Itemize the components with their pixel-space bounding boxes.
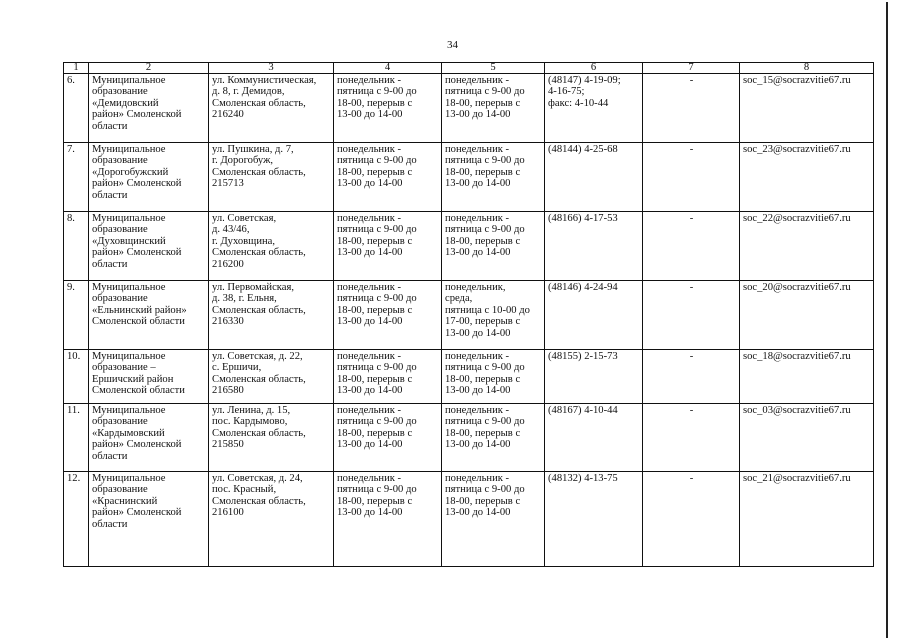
- cell-email-address: [740, 472, 874, 567]
- cell-address: [209, 212, 334, 281]
- cell-column-7-value: [643, 281, 740, 350]
- cell-row-number: [64, 143, 89, 212]
- column-7-value-text: -: [689, 144, 694, 155]
- cell-reception-hours: [442, 404, 545, 472]
- working-hours-text: понедельник - пятница с 9-00 до 18-00, перерыв с 13-00 до 14-00: [337, 351, 417, 397]
- working-hours-text: понедельник - пятница с 9-00 до 18-00, перерыв с 13-00 до 14-00: [337, 75, 417, 121]
- cell-column-7-value: [643, 74, 740, 143]
- cell-column-7-value: [643, 350, 740, 404]
- column-7-value-text: -: [689, 75, 694, 86]
- phone-number-text: (48147) 4-19-09; 4-16-75; факс: 4-10-44: [548, 75, 621, 109]
- cell-reception-hours: [442, 212, 545, 281]
- cell-column-7-value: [643, 143, 740, 212]
- reception-hours-text: понедельник - пятница с 9-00 до 18-00, перерыв с 13-00 до 14-00: [445, 351, 525, 397]
- departments-table: [63, 62, 874, 567]
- table-row: [64, 472, 874, 567]
- address-text: ул. Коммунистическая, д. 8, г. Демидов, Смоленская область, 216240: [212, 75, 317, 121]
- email-address-text: soc_22@socrazvitie67.ru: [743, 213, 851, 224]
- organization-name-text: Муниципальное образование «Краснинский район» Смоленской области: [92, 473, 182, 530]
- organization-name-text: Муниципальное образование – Ершичский район Смоленской области: [92, 351, 185, 397]
- column-header: 2: [89, 63, 209, 74]
- row-number-text: 7.: [67, 144, 75, 155]
- cell-address: [209, 350, 334, 404]
- phone-number-text: (48144) 4-25-68: [548, 144, 618, 155]
- phone-number-text: (48166) 4-17-53: [548, 213, 618, 224]
- organization-name-text: Муниципальное образование «Кардымовский район» Смоленской области: [92, 405, 182, 462]
- cell-row-number: [64, 212, 89, 281]
- cell-email-address: [740, 350, 874, 404]
- phone-number-text: (48155) 2-15-73: [548, 351, 618, 362]
- cell-reception-hours: [442, 281, 545, 350]
- email-address-text: soc_21@socrazvitie67.ru: [743, 473, 851, 484]
- organization-name-text: Муниципальное образование «Духовщинский район» Смоленской области: [92, 213, 182, 270]
- cell-address: [209, 143, 334, 212]
- working-hours-text: понедельник - пятница с 9-00 до 18-00, перерыв с 13-00 до 14-00: [337, 282, 417, 328]
- cell-email-address: [740, 404, 874, 472]
- cell-organization-name: [89, 281, 209, 350]
- cell-row-number: [64, 281, 89, 350]
- cell-organization-name: [89, 143, 209, 212]
- column-header: 3: [209, 63, 334, 74]
- phone-number-text: (48167) 4-10-44: [548, 405, 618, 416]
- table-row: [64, 212, 874, 281]
- cell-row-number: [64, 404, 89, 472]
- cell-row-number: [64, 472, 89, 567]
- cell-email-address: [740, 281, 874, 350]
- header-row: [64, 63, 874, 74]
- organization-name-text: Муниципальное образование «Ельнинский район» Смоленской области: [92, 282, 187, 328]
- table-row: [64, 74, 874, 143]
- cell-reception-hours: [442, 143, 545, 212]
- row-number-text: 8.: [67, 213, 75, 224]
- address-text: ул. Ленина, д. 15, пос. Кардымово, Смоленская область, 215850: [212, 405, 306, 451]
- address-text: ул. Советская, д. 43/46, г. Духовщина, Смоленская область, 216200: [212, 213, 306, 270]
- cell-row-number: [64, 350, 89, 404]
- column-7-value-text: -: [689, 282, 694, 293]
- cell-reception-hours: [442, 350, 545, 404]
- cell-email-address: [740, 143, 874, 212]
- cell-column-7-value: [643, 404, 740, 472]
- cell-organization-name: [89, 212, 209, 281]
- margin-rule: [886, 2, 888, 638]
- email-address-text: soc_23@socrazvitie67.ru: [743, 144, 851, 155]
- cell-address: [209, 404, 334, 472]
- reception-hours-text: понедельник - пятница с 9-00 до 18-00, перерыв с 13-00 до 14-00: [445, 75, 525, 121]
- cell-phone-number: [545, 212, 643, 281]
- address-text: ул. Первомайская, д. 38, г. Ельня, Смоленская область, 216330: [212, 282, 306, 328]
- cell-reception-hours: [442, 472, 545, 567]
- page-number: 34: [447, 39, 458, 51]
- reception-hours-text: понедельник - пятница с 9-00 до 18-00, перерыв с 13-00 до 14-00: [445, 405, 525, 451]
- reception-hours-text: понедельник - пятница с 9-00 до 18-00, перерыв с 13-00 до 14-00: [445, 144, 525, 190]
- column-header: 6: [545, 63, 643, 74]
- cell-organization-name: [89, 404, 209, 472]
- address-text: ул. Пушкина, д. 7, г. Дорогобуж, Смоленская область, 215713: [212, 144, 306, 190]
- cell-address: [209, 472, 334, 567]
- column-7-value-text: -: [689, 213, 694, 224]
- email-address-text: soc_03@socrazvitie67.ru: [743, 405, 851, 416]
- cell-column-7-value: [643, 472, 740, 567]
- cell-phone-number: [545, 404, 643, 472]
- row-number-text: 9.: [67, 282, 75, 293]
- reception-hours-text: понедельник - пятница с 9-00 до 18-00, перерыв с 13-00 до 14-00: [445, 473, 525, 519]
- table-row: [64, 143, 874, 212]
- email-address-text: soc_15@socrazvitie67.ru: [743, 75, 851, 86]
- cell-working-hours: [334, 281, 442, 350]
- email-address-text: soc_20@socrazvitie67.ru: [743, 282, 851, 293]
- working-hours-text: понедельник - пятница с 9-00 до 18-00, перерыв с 13-00 до 14-00: [337, 405, 417, 451]
- cell-phone-number: [545, 74, 643, 143]
- row-number-text: 11.: [67, 405, 80, 416]
- column-7-value-text: -: [689, 405, 694, 416]
- email-address-text: soc_18@socrazvitie67.ru: [743, 351, 851, 362]
- cell-column-7-value: [643, 212, 740, 281]
- cell-phone-number: [545, 472, 643, 567]
- cell-working-hours: [334, 404, 442, 472]
- column-header: 4: [334, 63, 442, 74]
- table-row: [64, 350, 874, 404]
- column-header: 1: [64, 63, 89, 74]
- cell-email-address: [740, 212, 874, 281]
- column-header: 8: [740, 63, 874, 74]
- organization-name-text: Муниципальное образование «Дорогобужский район» Смоленской области: [92, 144, 182, 201]
- address-text: ул. Советская, д. 22, с. Ершичи, Смоленская область, 216580: [212, 351, 306, 397]
- cell-phone-number: [545, 143, 643, 212]
- cell-organization-name: [89, 350, 209, 404]
- row-number-text: 6.: [67, 75, 75, 86]
- cell-working-hours: [334, 74, 442, 143]
- cell-row-number: [64, 74, 89, 143]
- reception-hours-text: понедельник - пятница с 9-00 до 18-00, перерыв с 13-00 до 14-00: [445, 213, 525, 259]
- cell-organization-name: [89, 472, 209, 567]
- cell-working-hours: [334, 472, 442, 567]
- cell-organization-name: [89, 74, 209, 143]
- cell-phone-number: [545, 350, 643, 404]
- table-row: [64, 281, 874, 350]
- cell-email-address: [740, 74, 874, 143]
- address-text: ул. Советская, д. 24, пос. Красный, Смоленская область, 216100: [212, 473, 306, 519]
- table-row: [64, 404, 874, 472]
- reception-hours-text: понедельник, среда, пятница с 10-00 до 17-00, перерыв с 13-00 до 14-00: [445, 282, 530, 339]
- organization-name-text: Муниципальное образование «Демидовский район» Смоленской области: [92, 75, 182, 132]
- column-header: 5: [442, 63, 545, 74]
- row-number-text: 12.: [67, 473, 81, 484]
- phone-number-text: (48132) 4-13-75: [548, 473, 618, 484]
- row-number-text: 10.: [67, 351, 81, 362]
- cell-reception-hours: [442, 74, 545, 143]
- column-7-value-text: -: [689, 473, 694, 484]
- column-header: 7: [643, 63, 740, 74]
- column-7-value-text: -: [689, 351, 694, 362]
- phone-number-text: (48146) 4-24-94: [548, 282, 618, 293]
- cell-working-hours: [334, 143, 442, 212]
- cell-phone-number: [545, 281, 643, 350]
- cell-address: [209, 281, 334, 350]
- cell-address: [209, 74, 334, 143]
- cell-working-hours: [334, 350, 442, 404]
- working-hours-text: понедельник - пятница с 9-00 до 18-00, перерыв с 13-00 до 14-00: [337, 473, 417, 519]
- working-hours-text: понедельник - пятница с 9-00 до 18-00, перерыв с 13-00 до 14-00: [337, 144, 417, 190]
- cell-working-hours: [334, 212, 442, 281]
- working-hours-text: понедельник - пятница с 9-00 до 18-00, перерыв с 13-00 до 14-00: [337, 213, 417, 259]
